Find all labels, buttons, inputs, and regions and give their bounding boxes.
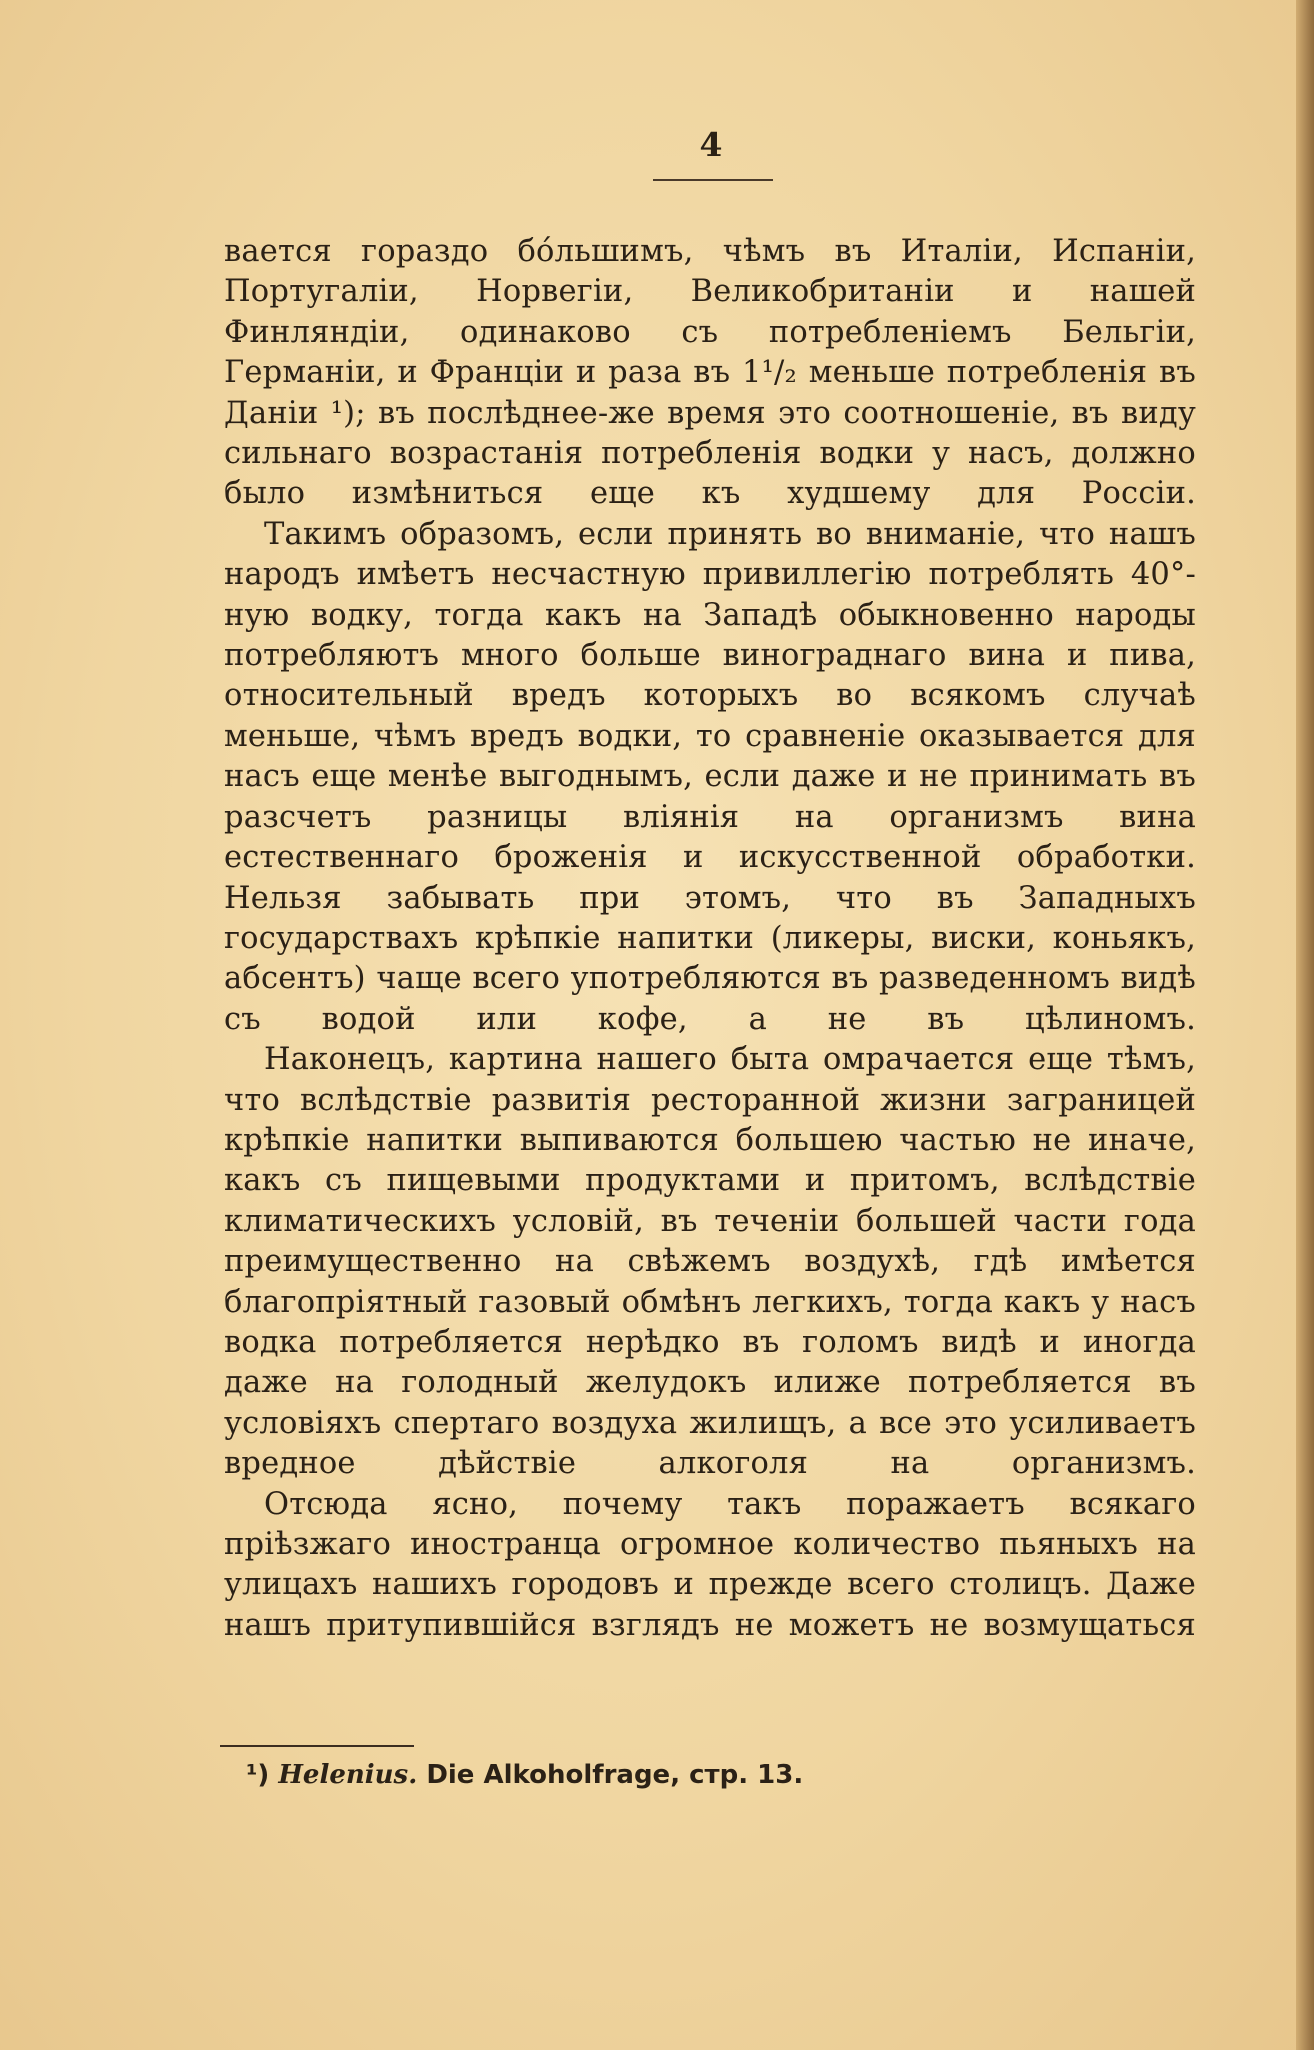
footnote-rule bbox=[220, 1745, 414, 1747]
paragraph-3: Наконецъ, картина нашего быта омрачается еще тѣмъ, что вслѣдствіе развитія ресторанной жизни заграницей крѣпкіе напитки выпиваются большею частью не иначе, какъ съ пищевыми продуктами и притомъ, вслѣдствіе климатическихъ условій, въ теченіи большей части года преимущественно на свѣжемъ воздухѣ, гдѣ имѣется благопріятный газовый обмѣнъ легкихъ, тогда какъ у насъ водка потребляется нерѣдко въ голомъ видѣ и иногда даже на голодный желудокъ илиже потребляется въ условіяхъ спертаго воздуха жилищъ, а все это усиливаетъ вредное дѣйствіе алкоголя на организмъ. bbox=[224, 1042, 1196, 1482]
paragraph-continued: вается гораздо бо́льшимъ, чѣмъ въ Италіи, Испаніи, Португаліи, Норвегіи, Великобританіи и нашей Финляндіи, одинаково съ потребленіемъ Бельгіи, Германіи, и Франціи и раза въ 1¹/₂ меньше потребленія въ Даніи ¹); въ послѣднее-же время это соотношеніе, въ виду сильнаго возрастанія потребленія водки у насъ, должно было измѣниться еще къ худшему для Россіи. bbox=[224, 234, 1196, 512]
footnote-marker: ¹) bbox=[246, 1760, 270, 1790]
page-number: 4 bbox=[699, 125, 723, 164]
footnote-author: Helenius. bbox=[278, 1760, 418, 1790]
paragraph-4: Отсюда ясно, почему такъ поражаетъ всякаго пріѣзжаго иностранца огромное количество пьяныхъ на улицахъ нашихъ городовъ и прежде всего столицъ. Даже нашъ притупившійся взглядъ не можетъ не возмущаться bbox=[224, 1486, 1196, 1643]
paragraph-2: Такимъ образомъ, если принять во вниманіе, что нашъ народъ имѣетъ несчастную привиллегію потреблять 40°-ную водку, тогда какъ на Западѣ обыкновенно народы потребляютъ много больше винограднаго вина и пива, относительный вредъ которыхъ во всякомъ случаѣ меньше, чѣмъ вредъ водки, то сравненіе оказывается для насъ еще менѣе выгоднымъ, если даже и не принимать въ разсчетъ разницы вліянія на организмъ вина естественнаго броженія и искусственной обработки. Нельзя забывать при этомъ, что въ Западныхъ государствахъ крѣпкіе напитки (ликеры, виски, коньякъ, абсентъ) чаще всего употребляются въ разведенномъ видѣ съ водой или кофе, а не въ цѣлиномъ. bbox=[224, 516, 1196, 1037]
footnote bbox=[246, 1757, 1146, 1793]
page-number-rule bbox=[653, 179, 773, 181]
page-edge-shadow bbox=[1296, 0, 1314, 2050]
footnote-work: Die Alkoholfrage, стр. 13. bbox=[426, 1760, 804, 1790]
body-text bbox=[224, 232, 1196, 1646]
